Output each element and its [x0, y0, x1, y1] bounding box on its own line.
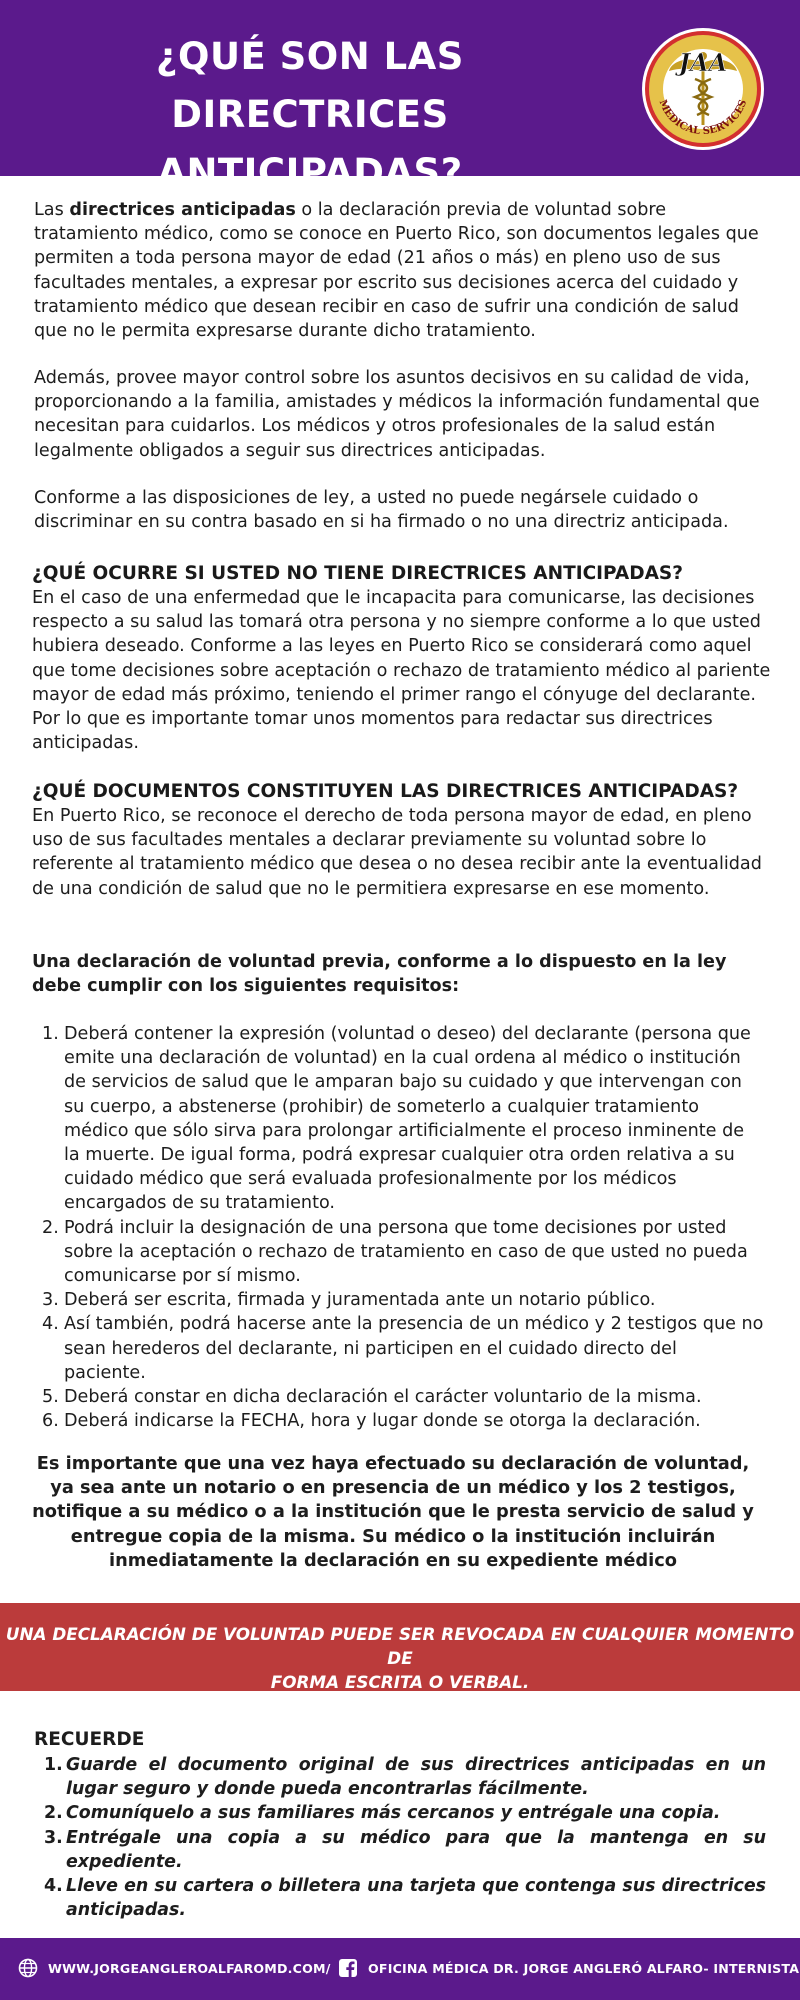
banner-text: UNA DECLARACIÓN DE VOLUNTAD PUEDE SER REVOCADA EN CUALQUIER MOMENTO DE FORMA ESCRITA O VERBAL. [5, 1624, 795, 1692]
list-item: Guarde el documento original de sus directrices anticipadas en un lugar seguro y donde pueda encontrarlas fácilmente. [66, 1755, 766, 1800]
jaa-medical-services-logo [641, 27, 765, 151]
revocation-banner [0, 1603, 800, 1691]
facebook-text: OFICINA MÉDICA DR. JORGE ANGLERÓ ALFARO- INTERNISTA [368, 1960, 800, 1976]
footer-bar [0, 1938, 800, 2000]
page-title [20, 28, 600, 202]
website-text: WWW.JORGEANGLEROALFAROMD.COM/ [48, 1960, 331, 1976]
no-directives-body: En el caso de una enfermedad que le incapacita para comunicarse, las decisiones respecto a su salud las tomará otra persona y no siempre conforme a lo que usted hubiera deseado. Conforme a las leyes en Puerto Rico se considerará como aquel que tome decisiones sobre aceptación o rechazo de tratamiento médico al pariente mayor de edad más próximo, teniendo el primer rango el cónyuge del declarante. Por lo que es importante tomar unos momentos para redactar sus directrices anticipadas. [32, 588, 771, 754]
list-item: Deberá constar en dicha declaración el carácter voluntario de la misma. [64, 1387, 702, 1408]
title-line-1: ¿QUÉ SON LAS DIRECTRICES [156, 35, 464, 136]
list-item: Deberá indicarse la FECHA, hora y lugar donde se otorga la declaración. [64, 1411, 701, 1432]
closing-note: Es importante que una vez haya efectuado su declaración de voluntad, ya sea ante un notario o en presencia de un médico y los 2 testigos, notifique a su médico o a la institución que le presta servicio de salud y entregue copia de la misma. Su médico o la institución incluirán inmediatamente la declaración en su expediente médico [32, 1453, 754, 1571]
requirements-intro: Una declaración de voluntad previa, conforme a lo dispuesto en la ley debe cumplir con los siguientes requisitos: [32, 952, 727, 997]
list-item: Deberá contener la expresión (voluntad o deseo) del declarante (persona que emite una declaración de voluntad) en la cual ordena al médico o institución de servicios de salud que le amparan bajo su cuidado y que intervengan con su cuerpo, a abstenerse (prohibir) de someterlo a cualquier tratamiento médico que sólo sirva para prolongar artificialmente el proceso inminente de la muerte. De igual forma, podrá expresar cualquier otra orden relativa a su cuidado médico que será evaluada profesionalmente por los médicos encargados de su tratamiento. [64, 1024, 751, 1214]
list-item: Podrá incluir la designación de una persona que tome decisiones por usted sobre la aceptación o rechazo de tratamiento en caso de que usted no pueda comunicarse por sí mismo. [64, 1217, 748, 1287]
globe-icon [18, 1958, 38, 1978]
requirements-list [64, 1022, 764, 1433]
list-item: Así también, podrá hacerse ante la presencia de un médico y 2 testigos que no sean herederos del declarante, ni participen en el cuidado directo del paciente. [64, 1314, 764, 1383]
intro-paragraph-1: Las directrices anticipadas o la declaración previa de voluntad sobre tratamiento médico, como se conoce en Puerto Rico, son documentos legales que permiten a toda persona mayor de edad (21 años o más) en pleno uso de sus facultades mentales, a expresar por escrito sus decisiones acerca del cuidado y tratamiento médico que desean recibir en caso de sufrir una condición de salud que no le permita expresarse durante dicho tratamiento. [34, 200, 759, 342]
intro-paragraph-3: Conforme a las disposiciones de ley, a usted no puede negársele cuidado o discriminar en su contra basado en si ha firmado o no una directriz anticipada. [34, 488, 729, 533]
facebook-icon [338, 1958, 358, 1978]
remember-title: RECUERDE [34, 1729, 145, 1750]
heading-no-directives: ¿QUÉ OCURRE SI USTED NO TIENE DIRECTRICES ANTICIPADAS? [32, 563, 683, 584]
term-directrices: directrices anticipadas [69, 200, 296, 220]
remember-list [66, 1753, 766, 1922]
list-item: Deberá ser escrita, firmada y juramentada ante un notario público. [64, 1290, 656, 1311]
list-item: Comuníquelo a sus familiares más cercanos y entrégale una copia. [66, 1803, 721, 1824]
list-item: Lleve en su cartera o billetera una tarjeta que contenga sus directrices anticipadas. [66, 1876, 766, 1921]
website-link[interactable] [18, 1958, 331, 1978]
documents-body: En Puerto Rico, se reconoce el derecho de toda persona mayor de edad, en pleno uso de sus facultades mentales a declarar previamente su voluntad sobre lo referente al tratamiento médico que desea o no desea recibir ante la eventualidad de una condición de salud que no le permitiera expresarse en ese momento. [32, 806, 762, 899]
logo-monogram: JAA [678, 48, 728, 77]
facebook-link[interactable] [338, 1958, 799, 1978]
intro-paragraph-2: Además, provee mayor control sobre los asuntos decisivos en su calidad de vida, proporcionando a la familia, amistades y médicos la información fundamental que necesitan para cuidarlos. Los médicos y otros profesionales de la salud están legalmente obligados a seguir sus directrices anticipadas. [34, 368, 760, 461]
heading-documents: ¿QUÉ DOCUMENTOS CONSTITUYEN LAS DIRECTRICES ANTICIPADAS? [32, 781, 739, 802]
logo-ring-text: MEDICAL SERVICES [656, 98, 750, 138]
header-bar [0, 0, 800, 194]
title-line-2: ANTICIPADAS? [157, 151, 463, 194]
list-item: Entrégale una copia a su médico para que la mantenga en su expediente. [66, 1827, 766, 1872]
